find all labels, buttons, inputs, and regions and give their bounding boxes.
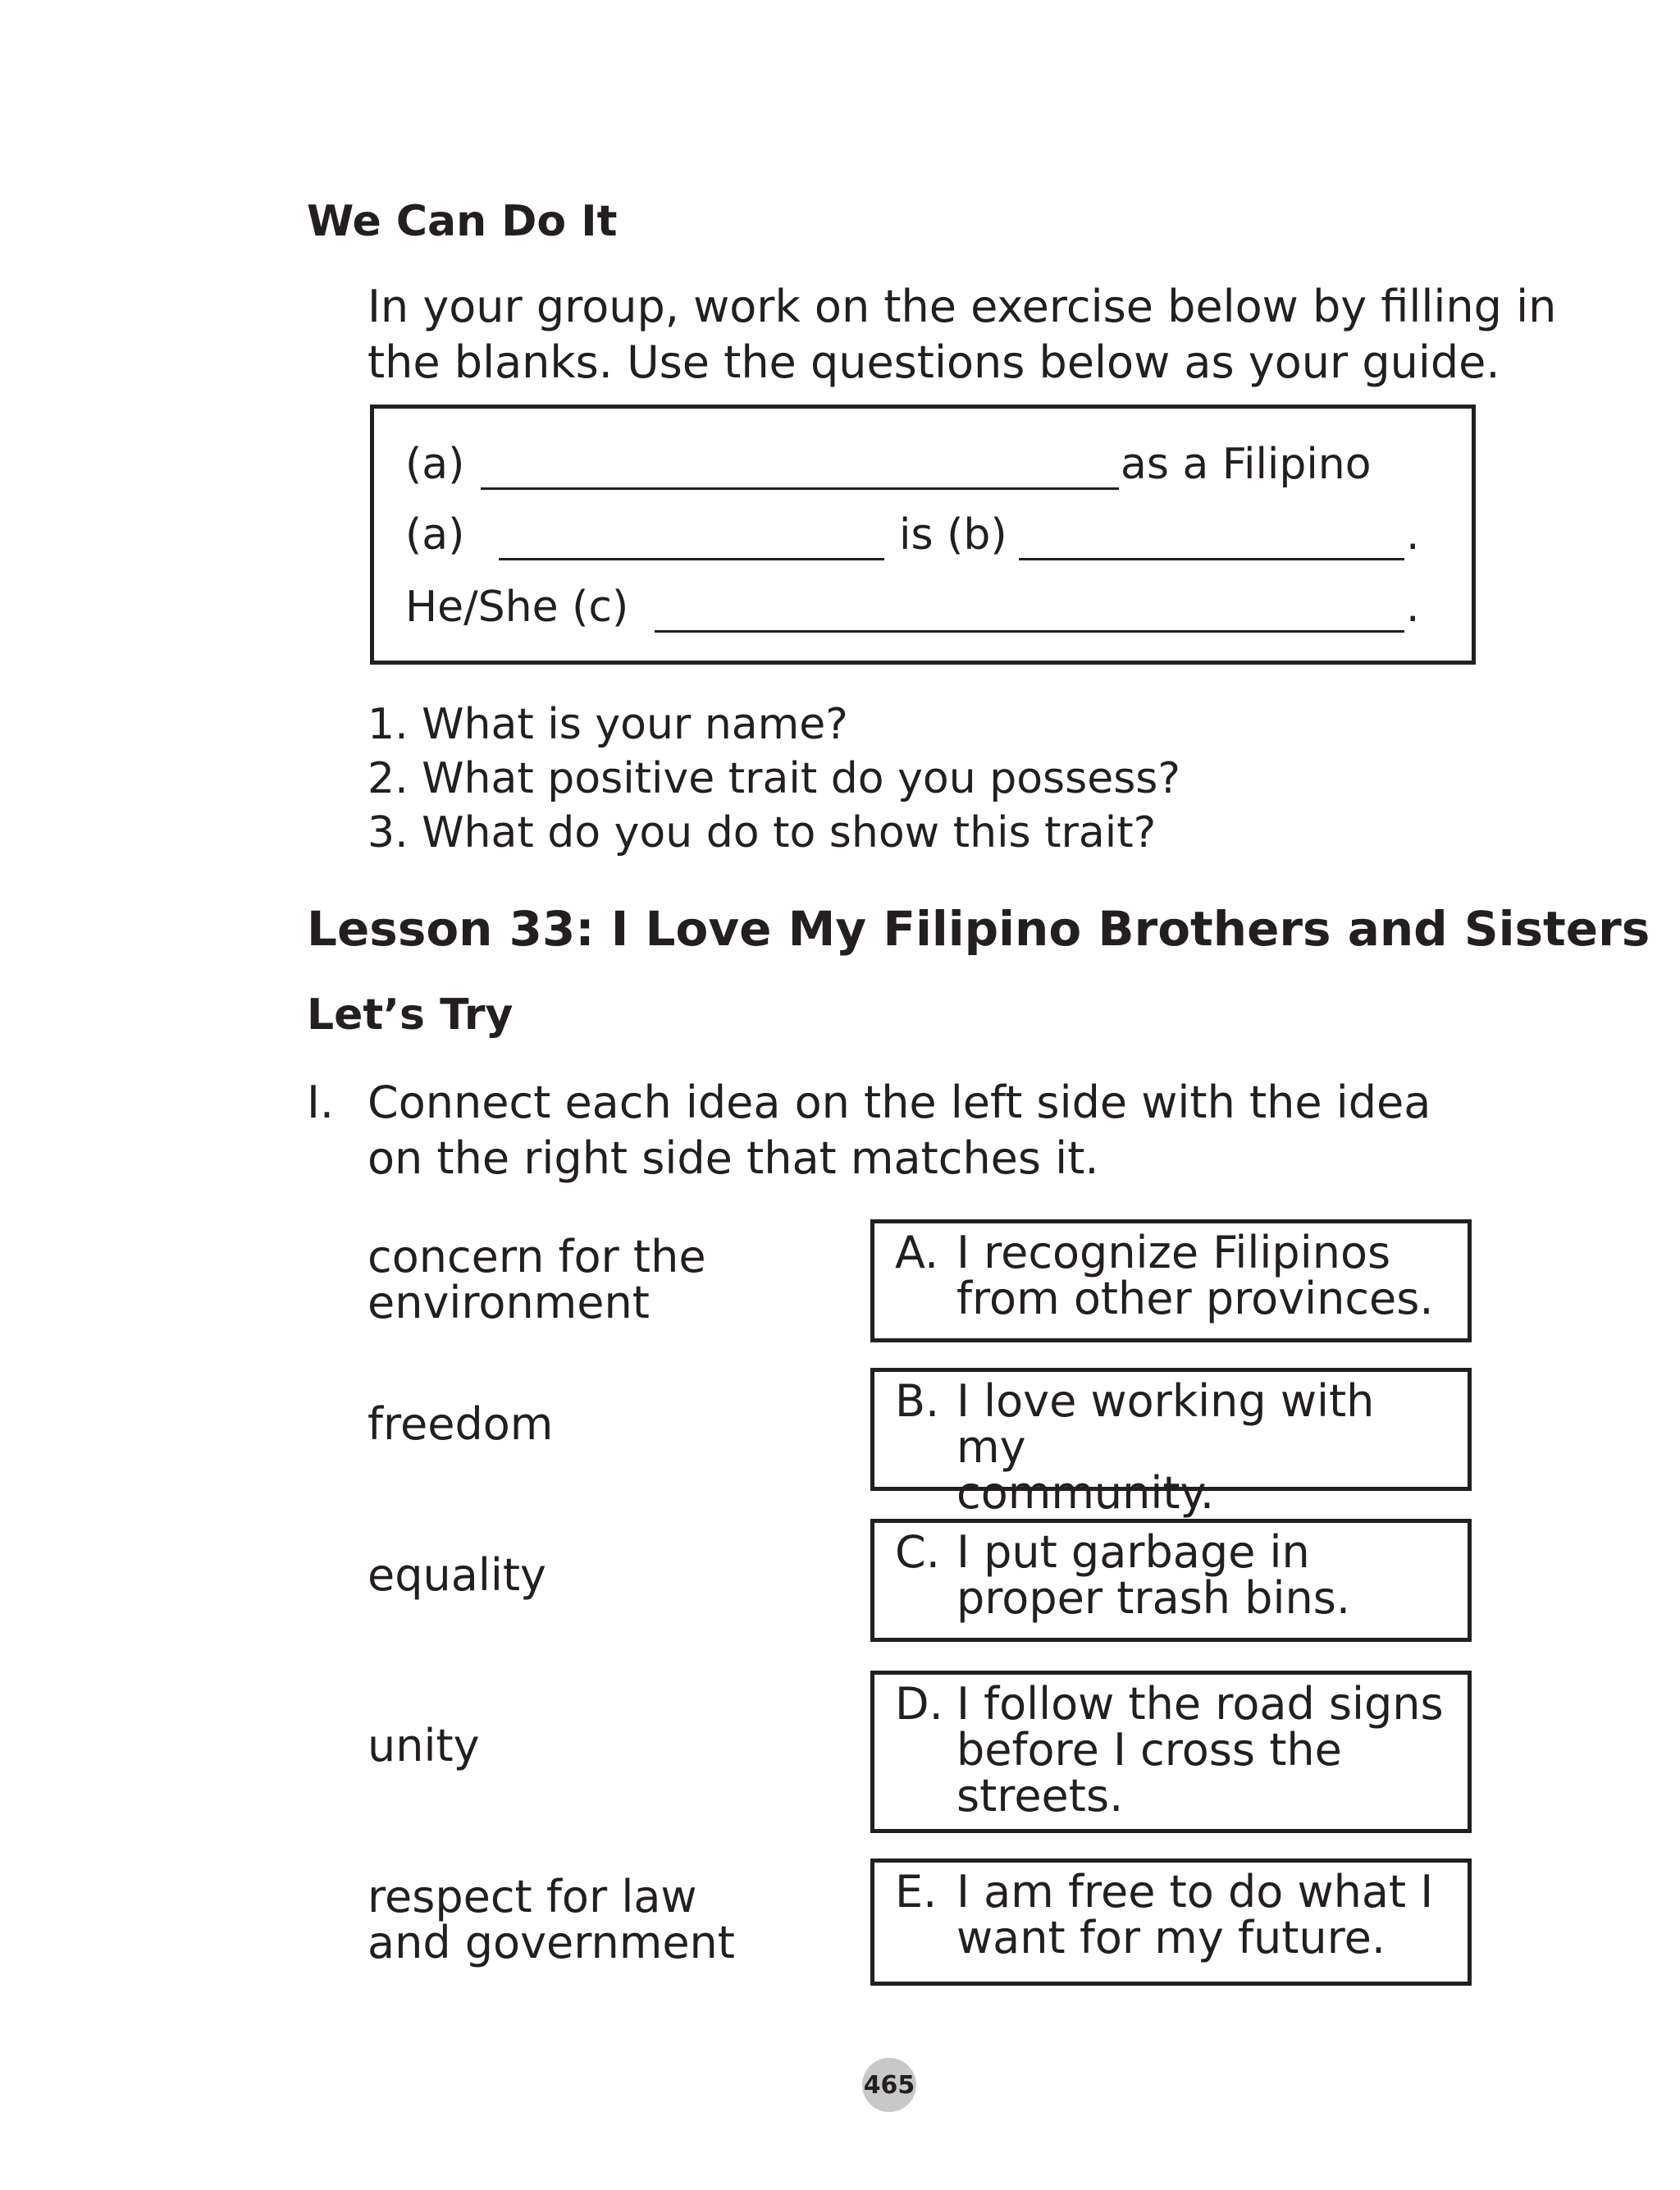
left-idea-line: concern for the bbox=[368, 1231, 706, 1282]
option-line: before I cross the bbox=[956, 1724, 1342, 1776]
lets-try-heading: Let’s Try bbox=[307, 990, 514, 1040]
left-idea-equality[interactable] bbox=[368, 1549, 546, 1601]
left-idea-line: equality bbox=[368, 1549, 546, 1601]
lesson-title: Lesson 33: I Love My Filipino Brothers and Sisters bbox=[307, 901, 1650, 957]
option-line: I love working with my bbox=[956, 1375, 1375, 1473]
option-text bbox=[956, 1678, 1453, 1822]
instruction-line: the blanks. Use the questions below as your guide. bbox=[368, 336, 1500, 388]
left-idea-line: unity bbox=[368, 1720, 480, 1772]
right-idea-box-d[interactable] bbox=[870, 1671, 1472, 1833]
period: . bbox=[1406, 510, 1420, 560]
instruction-line: Connect each idea on the left side with the idea bbox=[368, 1077, 1431, 1128]
right-idea-box-e[interactable] bbox=[870, 1859, 1472, 1986]
blank-action-field[interactable] bbox=[655, 630, 1404, 633]
page-number-badge bbox=[862, 2058, 916, 2112]
blank-label-b: is (b) bbox=[899, 510, 1007, 560]
question-item: 2. What positive trait do you possess? bbox=[368, 754, 1180, 803]
blank-suffix-text: as a Filipino bbox=[1121, 440, 1372, 489]
instruction-text bbox=[368, 279, 1556, 391]
option-letter: A. bbox=[895, 1227, 939, 1278]
option-text bbox=[956, 1526, 1453, 1624]
left-idea-line: respect for law bbox=[368, 1871, 697, 1923]
left-idea-concern-environment[interactable] bbox=[368, 1231, 706, 1328]
option-text bbox=[956, 1227, 1453, 1324]
left-idea-unity[interactable] bbox=[368, 1720, 480, 1772]
option-letter: B. bbox=[895, 1375, 940, 1427]
option-line: proper trash bins. bbox=[956, 1572, 1350, 1624]
instruction-line: on the right side that matches it. bbox=[368, 1132, 1099, 1184]
option-line: community. bbox=[956, 1467, 1214, 1519]
left-idea-line: environment bbox=[368, 1277, 650, 1328]
question-item: 3. What do you do to show this trait? bbox=[368, 808, 1157, 857]
blank-label-a: (a) bbox=[405, 440, 465, 489]
period: . bbox=[1406, 583, 1420, 632]
left-idea-line: and government bbox=[368, 1917, 735, 1968]
option-line: I recognize Filipinos bbox=[956, 1227, 1391, 1278]
question-item: 1. What is your name? bbox=[368, 700, 848, 749]
option-line: I follow the road signs bbox=[956, 1678, 1444, 1730]
blank-name-field[interactable] bbox=[499, 558, 884, 560]
option-line: I put garbage in bbox=[956, 1526, 1310, 1578]
option-line: want for my future. bbox=[956, 1912, 1386, 1964]
right-idea-box-c[interactable] bbox=[870, 1519, 1472, 1642]
page-number: 465 bbox=[863, 2070, 915, 2100]
blank-name-field[interactable] bbox=[481, 487, 1119, 490]
left-idea-line: freedom bbox=[368, 1398, 554, 1450]
right-idea-box-b[interactable] bbox=[870, 1368, 1472, 1519]
roman-numeral: I. bbox=[307, 1077, 335, 1128]
blank-trait-field[interactable] bbox=[1019, 558, 1404, 560]
option-letter: C. bbox=[895, 1526, 940, 1578]
option-line: streets. bbox=[956, 1770, 1124, 1822]
instruction-line: In your group, work on the exercise below by filling in bbox=[368, 281, 1557, 332]
matching-instruction bbox=[368, 1075, 1431, 1186]
blank-label-c: He/She (c) bbox=[405, 583, 629, 632]
option-line: from other provinces. bbox=[956, 1273, 1434, 1324]
guide-questions bbox=[368, 697, 1180, 860]
option-text bbox=[956, 1375, 1453, 1519]
section-heading: We Can Do It bbox=[307, 197, 618, 246]
blank-label-a: (a) bbox=[405, 510, 465, 560]
option-text bbox=[956, 1866, 1453, 1964]
left-idea-respect-law[interactable] bbox=[368, 1871, 735, 1968]
option-letter: E. bbox=[895, 1866, 938, 1918]
left-idea-freedom[interactable] bbox=[368, 1398, 554, 1450]
right-idea-box-a[interactable] bbox=[870, 1219, 1472, 1342]
option-line: I am free to do what I bbox=[956, 1866, 1434, 1918]
fill-in-box bbox=[370, 405, 1476, 665]
option-letter: D. bbox=[895, 1678, 943, 1730]
